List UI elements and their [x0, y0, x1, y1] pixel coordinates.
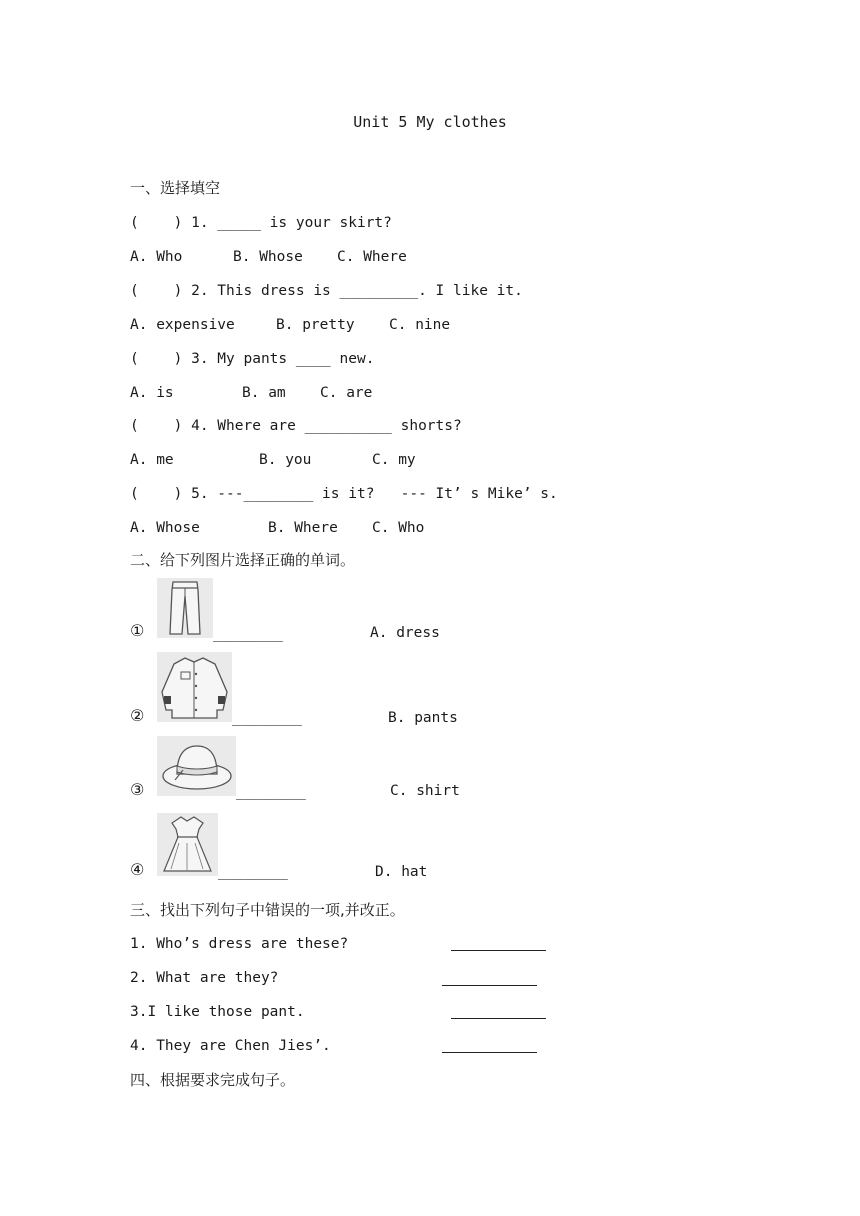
question-5-option-c: C. Who	[372, 520, 425, 536]
picture-item-1-option: A. dress	[370, 625, 440, 641]
question-2-option-c: C. nine	[389, 317, 451, 333]
pants-icon	[157, 578, 213, 638]
picture-item-4-blank[interactable]: ________	[218, 864, 288, 880]
question-5-option-b: B. Where	[268, 520, 338, 536]
picture-item-4-number: ④	[130, 860, 145, 879]
picture-item-3-option: C. shirt	[390, 783, 460, 799]
question-4-option-a: A. me	[130, 452, 174, 468]
question-3-option-c: C. are	[320, 385, 373, 401]
section-3-heading: 三、找出下列句子中错误的一项,并改正。	[130, 901, 405, 919]
picture-item-2-blank[interactable]: ________	[232, 710, 302, 726]
dress-icon	[157, 813, 218, 876]
picture-item-4-option: D. hat	[375, 864, 428, 880]
correction-sentence-2: 2. What are they?	[130, 970, 279, 986]
question-2-option-a: A. expensive	[130, 317, 235, 333]
question-4-option-c: C. my	[372, 452, 416, 468]
shirt-icon	[157, 652, 232, 722]
correction-answer-line-3[interactable]	[451, 1018, 546, 1019]
picture-item-3-number: ③	[130, 780, 145, 799]
section-2-heading: 二、给下列图片选择正确的单词。	[130, 551, 356, 569]
question-3-option-b: B. am	[242, 385, 286, 401]
question-3-stem: ( ) 3. My pants ____ new.	[130, 351, 375, 367]
question-1-option-c: C. Where	[337, 249, 407, 265]
section-4-heading: 四、根据要求完成句子。	[130, 1071, 296, 1089]
question-3-option-a: A. is	[130, 385, 174, 401]
picture-item-1-blank[interactable]: ________	[213, 626, 283, 642]
picture-item-1-number: ①	[130, 621, 145, 640]
page-title: Unit 5 My clothes	[353, 113, 507, 131]
correction-sentence-1: 1. Who’s dress are these?	[130, 936, 349, 952]
hat-icon	[157, 736, 236, 796]
correction-sentence-4: 4. They are Chen Jies’.	[130, 1038, 331, 1054]
question-5-stem: ( ) 5. ---________ is it? --- It’ s Mike’ s.	[130, 486, 558, 502]
question-4-stem: ( ) 4. Where are __________ shorts?	[130, 418, 462, 434]
question-1-stem: ( ) 1. _____ is your skirt?	[130, 215, 392, 231]
picture-item-3-blank[interactable]: ________	[236, 784, 306, 800]
question-2-option-b: B. pretty	[276, 317, 355, 333]
correction-answer-line-2[interactable]	[442, 985, 537, 986]
question-5-option-a: A. Whose	[130, 520, 200, 536]
picture-item-2-option: B. pants	[388, 710, 458, 726]
correction-sentence-3: 3.I like those pant.	[130, 1004, 305, 1020]
question-1-option-b: B. Whose	[233, 249, 303, 265]
section-1-heading: 一、选择填空	[130, 179, 221, 197]
question-2-stem: ( ) 2. This dress is _________. I like it.	[130, 283, 523, 299]
correction-answer-line-1[interactable]	[451, 950, 546, 951]
correction-answer-line-4[interactable]	[442, 1052, 537, 1053]
picture-item-2-number: ②	[130, 706, 145, 725]
question-1-option-a: A. Who	[130, 249, 183, 265]
question-4-option-b: B. you	[259, 452, 312, 468]
